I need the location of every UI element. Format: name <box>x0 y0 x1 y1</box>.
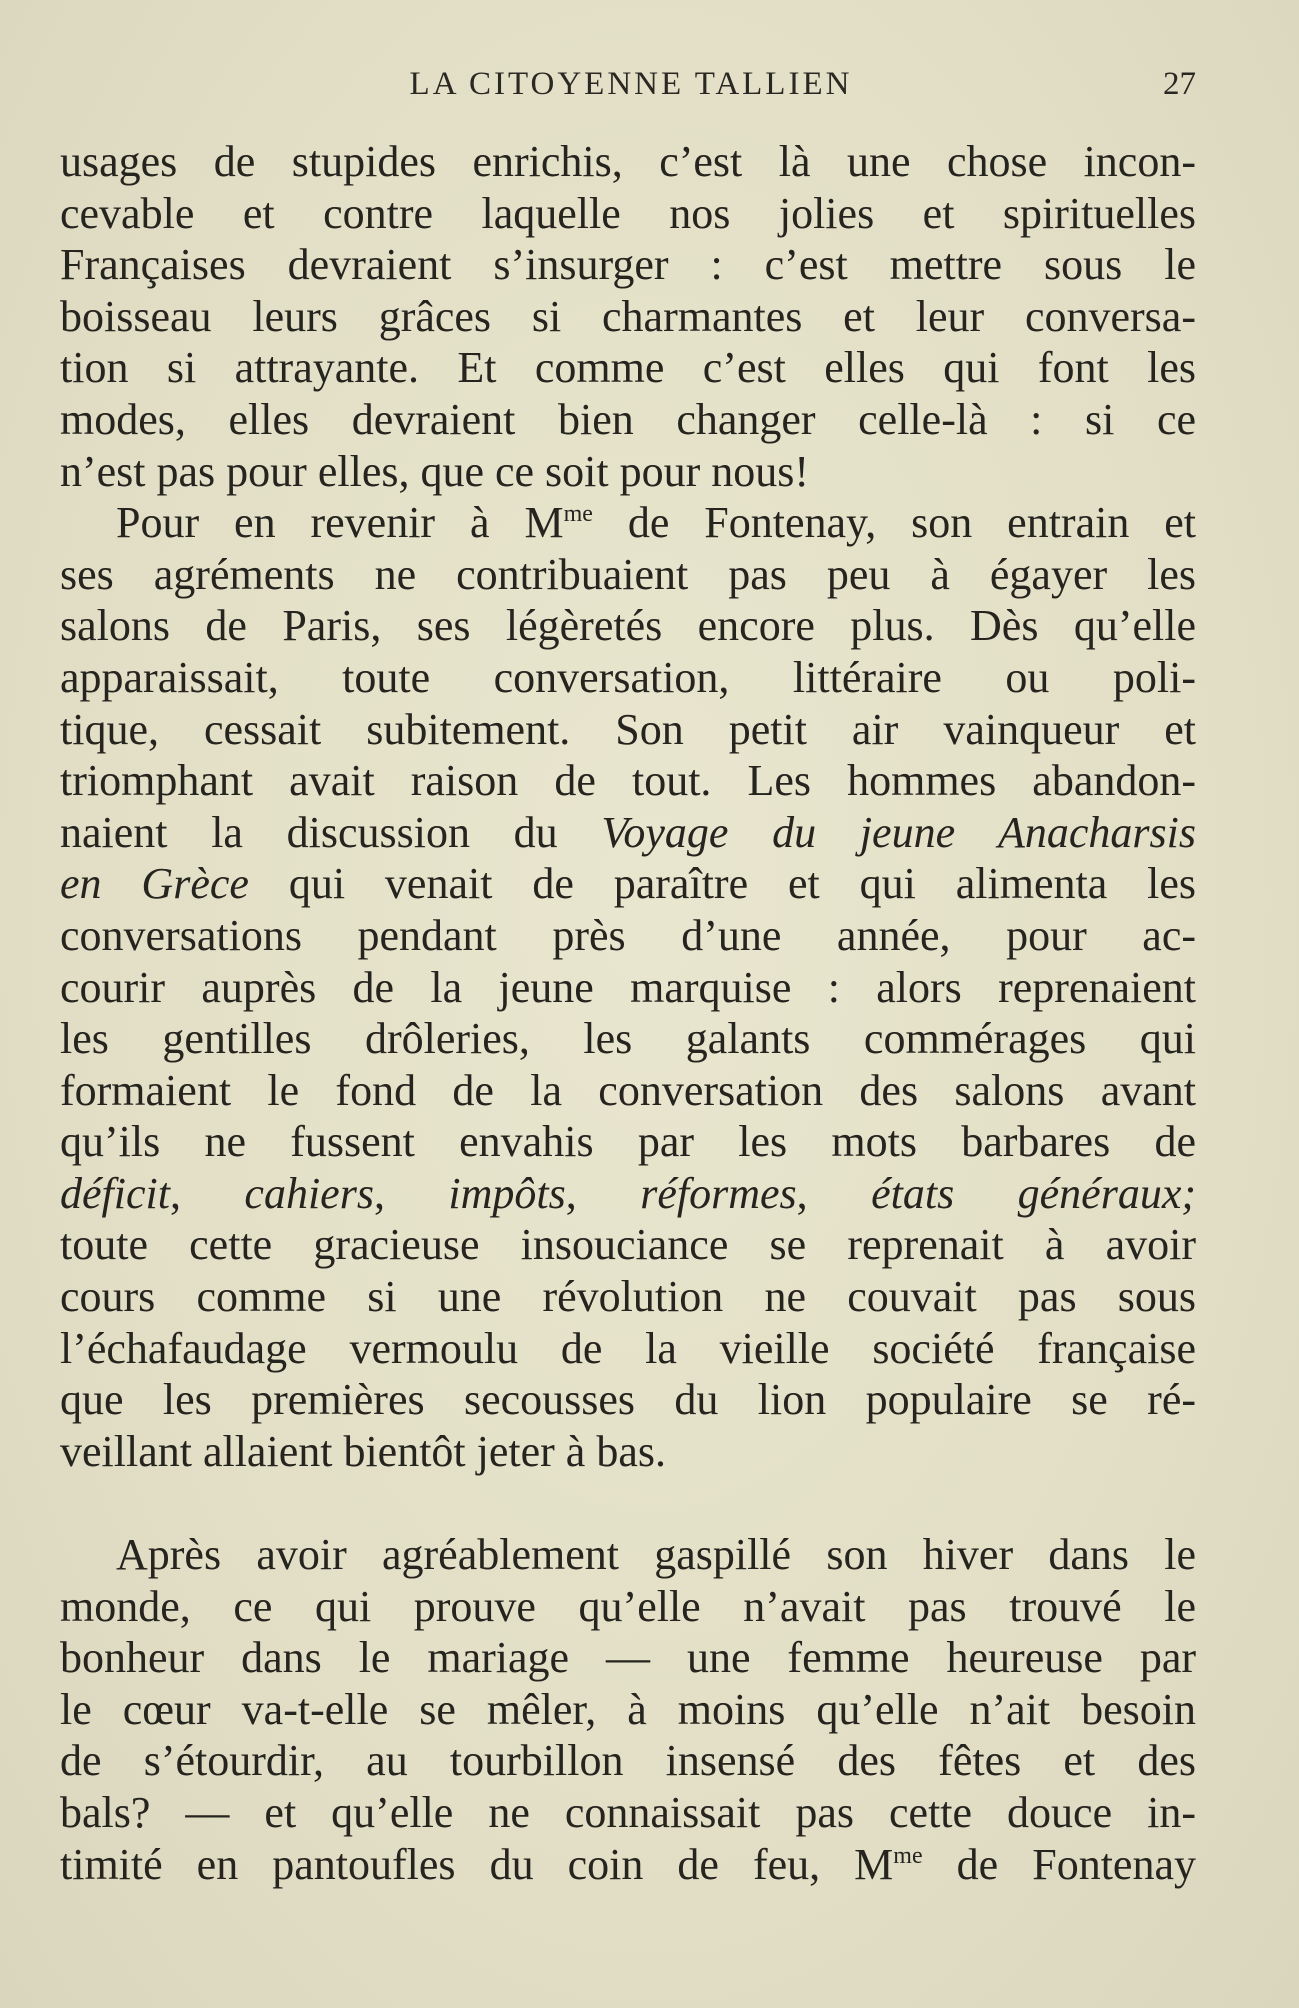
section-break <box>60 1477 1196 1529</box>
text-line <box>60 910 1196 962</box>
text-line <box>60 858 1196 910</box>
text-span: toute cette gracieuse insouciance se reprenait à avoir <box>60 1220 1196 1270</box>
text-line <box>60 497 1196 549</box>
text-span: le cœur va-t-elle se mêler, à moins qu’elle n’ait besoin <box>60 1684 1196 1734</box>
running-title: LA CITOYENNE TALLIEN <box>409 66 853 102</box>
text-span: cevable et contre laquelle nos jolies et spirituelles <box>60 188 1196 238</box>
text-span: triomphant avait raison de tout. Les hommes abandon- <box>60 756 1196 806</box>
text-span: qu’ils ne fussent envahis par les mots barbares de <box>60 1117 1196 1167</box>
text-line <box>60 1632 1196 1684</box>
text-line <box>60 394 1196 446</box>
italic-text: réformes <box>640 1168 797 1218</box>
text-span: usages de stupides enrichis, c’est là une chose incon- <box>60 137 1196 186</box>
text-line <box>60 755 1196 807</box>
text-line <box>60 1787 1196 1839</box>
text-span: l’échafaudage vermoulu de la vieille société française <box>60 1323 1196 1373</box>
page-header <box>66 58 1196 114</box>
text-line <box>60 549 1196 601</box>
text-span: formaient le fond de la conversation des salons avant <box>60 1065 1196 1115</box>
text-span: salons de Paris, ses légèretés encore plus. Dès qu’elle <box>60 601 1196 651</box>
text-span: ses agréments ne contribuaient pas peu à égayer les <box>60 549 1196 599</box>
superscript: me <box>563 501 593 528</box>
text-line <box>60 1168 1196 1220</box>
text-line <box>60 1684 1196 1736</box>
italic-text: cahiers <box>244 1168 374 1218</box>
text-line <box>60 1116 1196 1168</box>
text-line <box>60 1581 1196 1633</box>
text-line <box>60 342 1196 394</box>
body-text <box>60 136 1196 1890</box>
superscript: me <box>893 1842 923 1869</box>
text-span: de s’étourdir, au tourbillon insensé des fêtes et des <box>60 1736 1196 1786</box>
text-span: veillant allaient bientôt jeter à bas. <box>60 1426 666 1476</box>
text-span: , <box>373 1168 449 1218</box>
text-line <box>60 962 1196 1014</box>
paragraph <box>60 136 1196 497</box>
italic-text: Voyage du jeune Anacharsis <box>601 807 1196 857</box>
text-span: de Fontenay, son entrain et <box>592 498 1196 548</box>
italic-text: états généraux; <box>871 1168 1196 1218</box>
text-span: que les premières secousses du lion populaire se ré- <box>60 1375 1196 1425</box>
text-line <box>60 1219 1196 1271</box>
text-span: boisseau leurs grâces si charmantes et leur conversa- <box>60 291 1196 341</box>
text-line <box>60 652 1196 704</box>
text-span: , <box>169 1168 245 1218</box>
text-span: tion si attrayante. Et comme c’est elles qui font les <box>60 343 1196 393</box>
text-line <box>60 1735 1196 1787</box>
text-line <box>60 1065 1196 1117</box>
text-line <box>60 1374 1196 1426</box>
text-span: qui venait de paraître et qui alimenta les <box>248 859 1196 909</box>
text-span: courir auprès de la jeune marquise : alors reprenaient <box>60 962 1196 1012</box>
text-line <box>60 1271 1196 1323</box>
paragraph <box>60 1529 1196 1890</box>
text-line <box>60 188 1196 240</box>
text-line <box>60 600 1196 652</box>
text-span: , <box>796 1168 872 1218</box>
text-line <box>60 136 1196 188</box>
text-span: bals? — et qu’elle ne connaissait pas cette douce in- <box>60 1788 1196 1837</box>
text-span: tique, cessait subitement. Son petit air vainqueur et <box>60 704 1196 754</box>
text-span: n’est pas pour elles, que ce soit pour nous! <box>60 446 810 496</box>
text-span: Pour en revenir à M <box>116 498 564 548</box>
text-span: les gentilles drôleries, les galants commérages qui <box>60 1014 1196 1064</box>
paragraph <box>60 497 1196 1477</box>
text-span: Françaises devraient s’insurger : c’est mettre sous le <box>60 240 1196 290</box>
text-span: apparaissait, toute conversation, littéraire ou poli- <box>60 652 1196 702</box>
text-span: bonheur dans le mariage — une femme heureuse par <box>60 1633 1196 1683</box>
text-span: Après avoir agréablement gaspillé son hiver dans le <box>116 1530 1196 1580</box>
text-span: de Fontenay <box>922 1839 1196 1889</box>
italic-text: impôts <box>448 1168 566 1218</box>
text-line <box>60 446 1196 498</box>
text-line <box>60 1529 1196 1581</box>
text-span: naient la discussion du <box>60 807 602 857</box>
text-line <box>60 291 1196 343</box>
text-span: timité en pantoufles du coin de feu, M <box>60 1839 894 1889</box>
text-span: conversations pendant près d’une année, pour ac- <box>60 910 1196 960</box>
text-line <box>60 704 1196 756</box>
italic-text: en Grèce <box>60 859 249 909</box>
text-line <box>60 807 1196 859</box>
italic-text: déficit <box>60 1168 170 1218</box>
text-line <box>60 239 1196 291</box>
text-span: modes, elles devraient bien changer celle-là : si ce <box>60 394 1196 444</box>
page-number: 27 <box>1163 66 1196 102</box>
text-span: monde, ce qui prouve qu’elle n’avait pas trouvé le <box>60 1581 1196 1631</box>
text-span: cours comme si une révolution ne couvait pas sous <box>60 1272 1196 1322</box>
text-line <box>60 1323 1196 1375</box>
text-line <box>60 1426 1196 1478</box>
text-line <box>60 1839 1196 1891</box>
text-line <box>60 1013 1196 1065</box>
text-span: , <box>565 1168 641 1218</box>
